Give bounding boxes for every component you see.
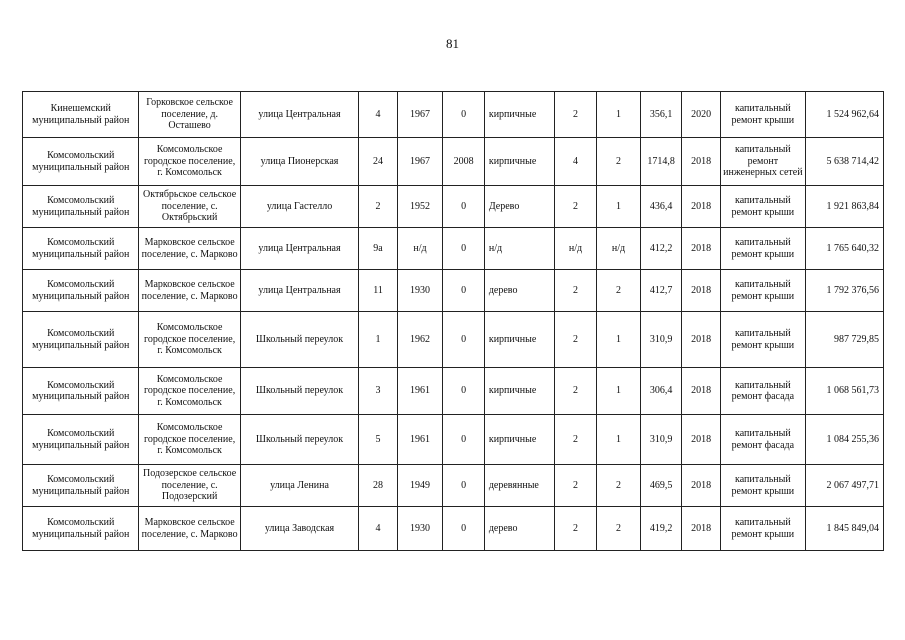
- district-cell: Комсомольский муниципальный район: [23, 186, 139, 228]
- cost-cell: 2 067 497,71: [805, 465, 883, 507]
- cost-cell: 1 792 376,56: [805, 270, 883, 312]
- plan-year-cell: 2018: [682, 186, 720, 228]
- street-cell: улица Пионерская: [240, 138, 359, 186]
- table-row: [23, 138, 884, 186]
- area-cell: 306,4: [640, 368, 682, 415]
- street-cell: улица Ленина: [240, 465, 359, 507]
- district-cell: Комсомольский муниципальный район: [23, 312, 139, 368]
- year-overhaul-cell: 0: [443, 507, 485, 551]
- wall-material-cell: деревянные: [484, 465, 554, 507]
- street-cell: Школьный переулок: [240, 415, 359, 465]
- wall-material-cell: н/д: [484, 228, 554, 270]
- year-built-cell: 1949: [397, 465, 443, 507]
- year-built-cell: 1961: [397, 415, 443, 465]
- table-row: [23, 92, 884, 138]
- year-overhaul-cell: 0: [443, 312, 485, 368]
- year-overhaul-cell: 0: [443, 270, 485, 312]
- plan-year-cell: 2018: [682, 270, 720, 312]
- cost-cell: 1 084 255,36: [805, 415, 883, 465]
- floors-cell: 4: [554, 138, 597, 186]
- house-number-cell: 9а: [359, 228, 397, 270]
- cost-cell: 1 524 962,64: [805, 92, 883, 138]
- year-overhaul-cell: 2008: [443, 138, 485, 186]
- settlement-cell: Комсомольское городское поселение, г. Комсомольск: [139, 415, 240, 465]
- entrances-cell: 2: [597, 270, 641, 312]
- district-cell: Комсомольский муниципальный район: [23, 228, 139, 270]
- settlement-cell: Комсомольское городское поселение, г. Комсомольск: [139, 368, 240, 415]
- wall-material-cell: кирпичные: [484, 138, 554, 186]
- floors-cell: 2: [554, 465, 597, 507]
- year-overhaul-cell: 0: [443, 186, 485, 228]
- house-number-cell: 3: [359, 368, 397, 415]
- work-type-cell: капитальный ремонт крыши: [720, 228, 805, 270]
- year-overhaul-cell: 0: [443, 465, 485, 507]
- entrances-cell: 2: [597, 465, 641, 507]
- entrances-cell: 1: [597, 92, 641, 138]
- settlement-cell: Марковское сельское поселение, с. Марково: [139, 228, 240, 270]
- floors-cell: 2: [554, 186, 597, 228]
- settlement-cell: Комсомольское городское поселение, г. Комсомольск: [139, 312, 240, 368]
- settlement-cell: Горковское сельское поселение, д. Осташево: [139, 92, 240, 138]
- settlement-cell: Марковское сельское поселение, с. Марково: [139, 507, 240, 551]
- work-type-cell: капитальный ремонт крыши: [720, 507, 805, 551]
- floors-cell: 2: [554, 507, 597, 551]
- settlement-cell: Подозерское сельское поселение, с. Подозерский: [139, 465, 240, 507]
- page-number: 81: [446, 36, 459, 51]
- floors-cell: 2: [554, 368, 597, 415]
- district-cell: Комсомольский муниципальный район: [23, 507, 139, 551]
- house-number-cell: 1: [359, 312, 397, 368]
- work-type-cell: капитальный ремонт крыши: [720, 270, 805, 312]
- year-built-cell: 1961: [397, 368, 443, 415]
- district-cell: Комсомольский муниципальный район: [23, 368, 139, 415]
- plan-year-cell: 2018: [682, 465, 720, 507]
- table-row: [23, 186, 884, 228]
- wall-material-cell: кирпичные: [484, 92, 554, 138]
- house-number-cell: 4: [359, 92, 397, 138]
- area-cell: 469,5: [640, 465, 682, 507]
- cost-cell: 1 921 863,84: [805, 186, 883, 228]
- entrances-cell: 1: [597, 368, 641, 415]
- year-overhaul-cell: 0: [443, 228, 485, 270]
- area-cell: 412,2: [640, 228, 682, 270]
- entrances-cell: 1: [597, 312, 641, 368]
- table-row: [23, 368, 884, 415]
- area-cell: 419,2: [640, 507, 682, 551]
- year-built-cell: 1967: [397, 138, 443, 186]
- street-cell: улица Гастелло: [240, 186, 359, 228]
- floors-cell: 2: [554, 312, 597, 368]
- district-cell: Комсомольский муниципальный район: [23, 138, 139, 186]
- cost-cell: 5 638 714,42: [805, 138, 883, 186]
- housing-repair-table: [22, 91, 884, 551]
- house-number-cell: 2: [359, 186, 397, 228]
- entrances-cell: 2: [597, 138, 641, 186]
- district-cell: Комсомольский муниципальный район: [23, 415, 139, 465]
- street-cell: улица Центральная: [240, 270, 359, 312]
- table-row: [23, 312, 884, 368]
- area-cell: 412,7: [640, 270, 682, 312]
- wall-material-cell: кирпичные: [484, 368, 554, 415]
- house-number-cell: 11: [359, 270, 397, 312]
- wall-material-cell: кирпичные: [484, 415, 554, 465]
- street-cell: улица Центральная: [240, 228, 359, 270]
- district-cell: Комсомольский муниципальный район: [23, 465, 139, 507]
- street-cell: Школьный переулок: [240, 368, 359, 415]
- wall-material-cell: дерево: [484, 270, 554, 312]
- plan-year-cell: 2018: [682, 228, 720, 270]
- work-type-cell: капитальный ремонт фасада: [720, 368, 805, 415]
- year-built-cell: 1930: [397, 270, 443, 312]
- table-row: [23, 228, 884, 270]
- entrances-cell: 2: [597, 507, 641, 551]
- settlement-cell: Комсомольское городское поселение, г. Комсомольск: [139, 138, 240, 186]
- settlement-cell: Марковское сельское поселение, с. Марково: [139, 270, 240, 312]
- work-type-cell: капитальный ремонт крыши: [720, 312, 805, 368]
- wall-material-cell: дерево: [484, 507, 554, 551]
- work-type-cell: капитальный ремонт крыши: [720, 465, 805, 507]
- year-overhaul-cell: 0: [443, 368, 485, 415]
- table-row: [23, 507, 884, 551]
- street-cell: Школьный переулок: [240, 312, 359, 368]
- area-cell: 310,9: [640, 312, 682, 368]
- table-body: [23, 92, 884, 551]
- area-cell: 1714,8: [640, 138, 682, 186]
- house-number-cell: 4: [359, 507, 397, 551]
- area-cell: 356,1: [640, 92, 682, 138]
- area-cell: 436,4: [640, 186, 682, 228]
- year-built-cell: 1967: [397, 92, 443, 138]
- wall-material-cell: кирпичные: [484, 312, 554, 368]
- floors-cell: н/д: [554, 228, 597, 270]
- work-type-cell: капитальный ремонт крыши: [720, 186, 805, 228]
- year-overhaul-cell: 0: [443, 415, 485, 465]
- area-cell: 310,9: [640, 415, 682, 465]
- year-built-cell: 1930: [397, 507, 443, 551]
- district-cell: Комсомольский муниципальный район: [23, 270, 139, 312]
- entrances-cell: 1: [597, 415, 641, 465]
- year-built-cell: 1962: [397, 312, 443, 368]
- house-number-cell: 24: [359, 138, 397, 186]
- floors-cell: 2: [554, 415, 597, 465]
- entrances-cell: н/д: [597, 228, 641, 270]
- year-built-cell: 1952: [397, 186, 443, 228]
- district-cell: Кинешемский муниципальный район: [23, 92, 139, 138]
- table-row: [23, 270, 884, 312]
- street-cell: улица Заводская: [240, 507, 359, 551]
- plan-year-cell: 2018: [682, 312, 720, 368]
- settlement-cell: Октябрьское сельское поселение, с. Октябрьский: [139, 186, 240, 228]
- table-row: [23, 415, 884, 465]
- street-cell: улица Центральная: [240, 92, 359, 138]
- floors-cell: 2: [554, 92, 597, 138]
- plan-year-cell: 2018: [682, 415, 720, 465]
- cost-cell: 987 729,85: [805, 312, 883, 368]
- house-number-cell: 5: [359, 415, 397, 465]
- table-row: [23, 465, 884, 507]
- floors-cell: 2: [554, 270, 597, 312]
- plan-year-cell: 2018: [682, 368, 720, 415]
- wall-material-cell: Дерево: [484, 186, 554, 228]
- year-overhaul-cell: 0: [443, 92, 485, 138]
- cost-cell: 1 845 849,04: [805, 507, 883, 551]
- year-built-cell: н/д: [397, 228, 443, 270]
- plan-year-cell: 2018: [682, 138, 720, 186]
- cost-cell: 1 068 561,73: [805, 368, 883, 415]
- house-number-cell: 28: [359, 465, 397, 507]
- work-type-cell: капитальный ремонт инженерных сетей: [720, 138, 805, 186]
- work-type-cell: капитальный ремонт крыши: [720, 92, 805, 138]
- work-type-cell: капитальный ремонт фасада: [720, 415, 805, 465]
- plan-year-cell: 2018: [682, 507, 720, 551]
- cost-cell: 1 765 640,32: [805, 228, 883, 270]
- entrances-cell: 1: [597, 186, 641, 228]
- plan-year-cell: 2020: [682, 92, 720, 138]
